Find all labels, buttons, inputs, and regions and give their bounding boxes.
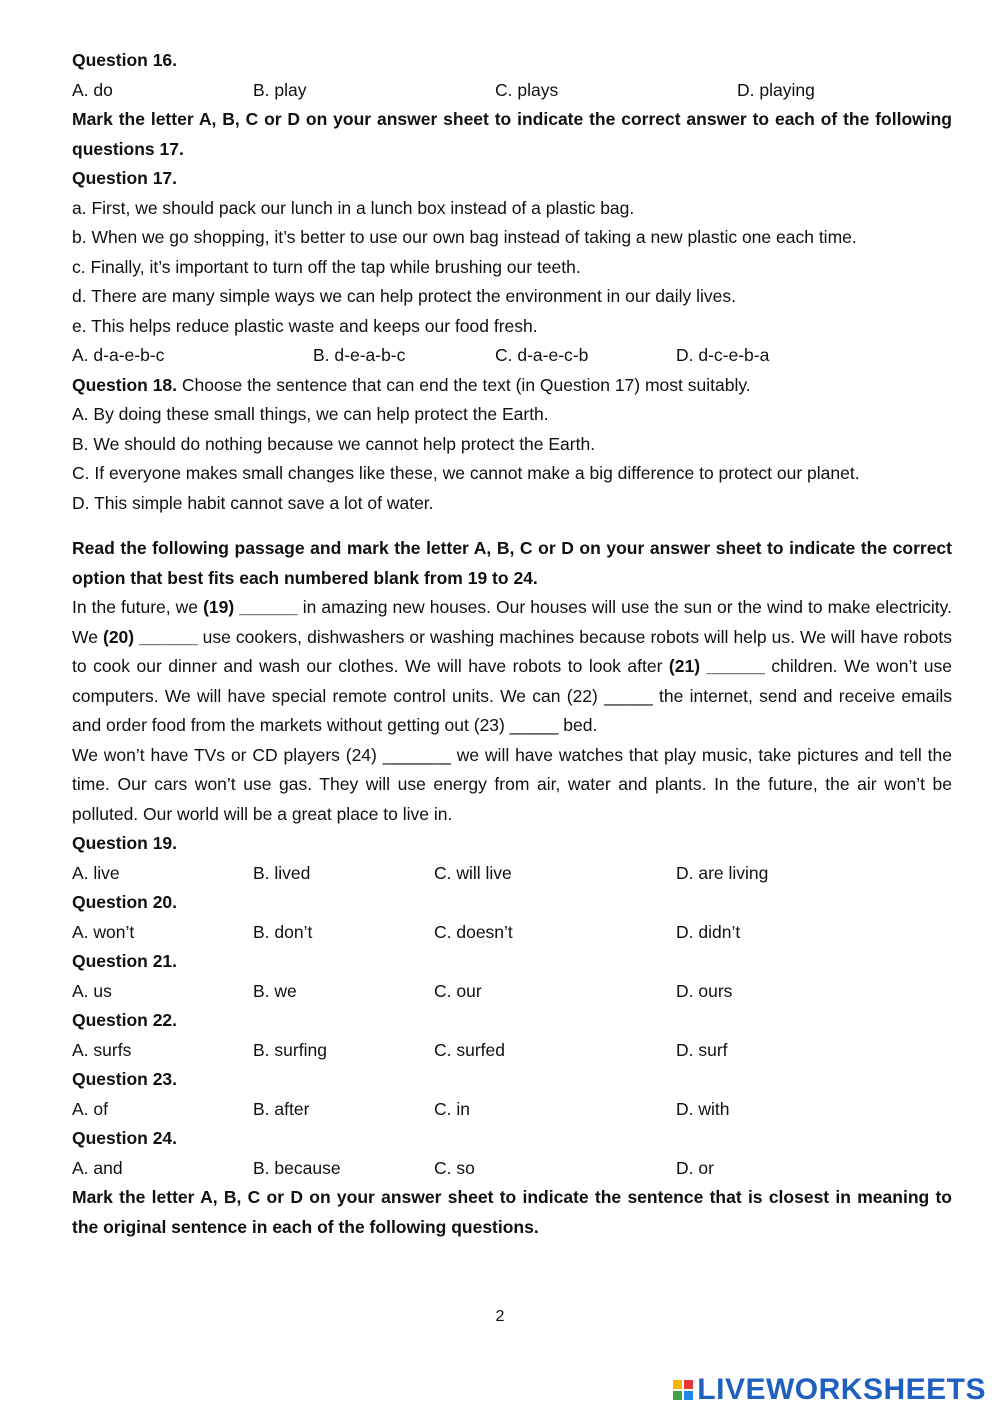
option-b[interactable]: B. lived bbox=[253, 862, 311, 883]
question-20 bbox=[72, 888, 952, 947]
logo-text: LIVEWORKSHEETS bbox=[697, 1373, 986, 1406]
option-b[interactable]: B. surfing bbox=[253, 1039, 327, 1060]
sentence-b: b. When we go shopping, it’s better to use our own bag instead of taking a new plastic one each time. bbox=[72, 227, 857, 247]
question-16-options bbox=[72, 76, 952, 106]
question-18-stem: Choose the sentence that can end the text (in Question 17) most suitably. bbox=[177, 374, 751, 395]
sentence-a: a. First, we should pack our lunch in a lunch box instead of a plastic bag. bbox=[72, 197, 635, 218]
option-a[interactable]: A. surfs bbox=[72, 1039, 132, 1060]
question-21-options bbox=[72, 977, 952, 1007]
question-24 bbox=[72, 1124, 952, 1183]
question-22-options bbox=[72, 1036, 952, 1066]
option-c[interactable]: C. surfed bbox=[434, 1039, 505, 1060]
blank-19: (19) ______ bbox=[203, 597, 298, 617]
option-d[interactable]: D. d-c-e-b-a bbox=[676, 345, 770, 365]
question-17-title: Question 17. bbox=[72, 168, 178, 188]
sentence-c: c. Finally, it’s important to turn off the tap while brushing our teeth. bbox=[72, 256, 581, 277]
option-d[interactable]: D. or bbox=[676, 1157, 714, 1178]
option-c[interactable]: C. d-a-e-c-b bbox=[495, 345, 589, 365]
option-d[interactable]: D. surf bbox=[676, 1039, 728, 1060]
passage-text: use cookers, dishwashers or washing machines because robots will help us. We will have robots to cook our dinner and wash our clothes. We will have robots to look after bbox=[72, 626, 953, 676]
option-d[interactable]: D. with bbox=[676, 1098, 730, 1119]
passage-text: children. We won’t use computers. We will have special remote control units. We can (22) _____ the internet, send and receive emails and order food from the markets without getting out (23) _____ bed. bbox=[72, 656, 952, 735]
option-d[interactable]: D. are living bbox=[676, 862, 769, 883]
instruction-final: Mark the letter A, B, C or D on your answer sheet to indicate the sentence that is closest in meaning to the original sentence in each of the following questions. bbox=[72, 1187, 952, 1237]
passage-paragraph-2: We won’t have TVs or CD players (24) _______ we will have watches that play music, take pictures and tell the time. Our cars won’t use gas. They will use energy from air, water and plants. In the future, the air won’t be polluted. Our world will be a great place to live in. bbox=[72, 744, 952, 824]
option-d[interactable]: D. This simple habit cannot save a lot of water. bbox=[72, 492, 434, 513]
question-18 bbox=[72, 371, 952, 401]
question-23 bbox=[72, 1065, 952, 1124]
option-b[interactable]: B. play bbox=[253, 79, 307, 100]
question-22-title: Question 22. bbox=[72, 1010, 178, 1030]
question-20-title: Question 20. bbox=[72, 892, 178, 912]
logo-square bbox=[673, 1391, 682, 1400]
option-a[interactable]: A. us bbox=[72, 980, 112, 1001]
question-19-options bbox=[72, 859, 952, 889]
option-d[interactable]: D. ours bbox=[676, 980, 733, 1001]
question-22 bbox=[72, 1006, 952, 1065]
option-c[interactable]: C. our bbox=[434, 980, 482, 1001]
question-19-title: Question 19. bbox=[72, 833, 178, 853]
liveworksheets-logo[interactable] bbox=[673, 1373, 986, 1407]
option-b[interactable]: B. d-e-a-b-c bbox=[313, 345, 406, 365]
blank-20: (20) ______ bbox=[103, 626, 198, 647]
instruction-19-24: Read the following passage and mark the letter A, B, C or D on your answer sheet to indicate the correct option that best fits each numbered blank from 19 to 24. bbox=[72, 538, 952, 588]
option-a[interactable]: A. of bbox=[72, 1098, 108, 1119]
question-18-title: Question 18. bbox=[72, 374, 178, 395]
logo-square bbox=[684, 1380, 693, 1389]
option-c[interactable]: C. so bbox=[434, 1157, 475, 1178]
page-number: 2 bbox=[495, 1308, 505, 1325]
question-19 bbox=[72, 829, 952, 888]
instruction-17: Mark the letter A, B, C or D on your answer sheet to indicate the correct answer to each of the following questions 17. bbox=[72, 109, 952, 159]
passage-text: in amazing new houses. Our houses will use the sun or the wind to make electricity. We bbox=[72, 597, 952, 647]
sentence-d: d. There are many simple ways we can help protect the environment in our daily lives. bbox=[72, 286, 737, 306]
worksheet-page bbox=[72, 46, 952, 1242]
question-24-options bbox=[72, 1154, 952, 1184]
question-17-options bbox=[72, 341, 952, 371]
option-b[interactable]: B. after bbox=[253, 1098, 310, 1119]
question-24-title: Question 24. bbox=[72, 1128, 178, 1148]
option-a[interactable]: A. live bbox=[72, 862, 120, 883]
question-23-options bbox=[72, 1095, 952, 1125]
passage-text: In the future, we bbox=[72, 597, 204, 617]
logo-square bbox=[684, 1391, 693, 1400]
option-a[interactable]: A. d-a-e-b-c bbox=[72, 345, 165, 365]
option-b[interactable]: B. We should do nothing because we cannot help protect the Earth. bbox=[72, 433, 596, 454]
option-d[interactable]: D. didn’t bbox=[676, 921, 741, 942]
question-21-title: Question 21. bbox=[72, 951, 178, 971]
blank-21: (21) ______ bbox=[668, 656, 765, 676]
option-c[interactable]: C. plays bbox=[495, 79, 559, 100]
logo-square bbox=[673, 1380, 682, 1389]
logo-icon bbox=[673, 1380, 693, 1400]
question-21 bbox=[72, 947, 952, 1006]
option-c[interactable]: C. If everyone makes small changes like these, we cannot make a big difference to protect our planet. bbox=[72, 463, 860, 483]
question-16-title: Question 16. bbox=[72, 50, 178, 70]
option-a[interactable]: A. do bbox=[72, 79, 113, 100]
option-d[interactable]: D. playing bbox=[737, 79, 815, 100]
question-23-title: Question 23. bbox=[72, 1069, 178, 1089]
sentence-e: e. This helps reduce plastic waste and keeps our food fresh. bbox=[72, 315, 538, 336]
option-c[interactable]: C. in bbox=[434, 1098, 470, 1119]
question-20-options bbox=[72, 918, 952, 948]
option-b[interactable]: B. don’t bbox=[253, 921, 313, 942]
passage-paragraph-1 bbox=[72, 593, 952, 741]
option-b[interactable]: B. we bbox=[253, 980, 297, 1001]
option-a[interactable]: A. won’t bbox=[72, 921, 135, 942]
option-a[interactable]: A. By doing these small things, we can help protect the Earth. bbox=[72, 404, 549, 424]
option-c[interactable]: C. will live bbox=[434, 862, 512, 883]
option-a[interactable]: A. and bbox=[72, 1157, 123, 1178]
option-c[interactable]: C. doesn’t bbox=[434, 921, 513, 942]
option-b[interactable]: B. because bbox=[253, 1157, 341, 1178]
